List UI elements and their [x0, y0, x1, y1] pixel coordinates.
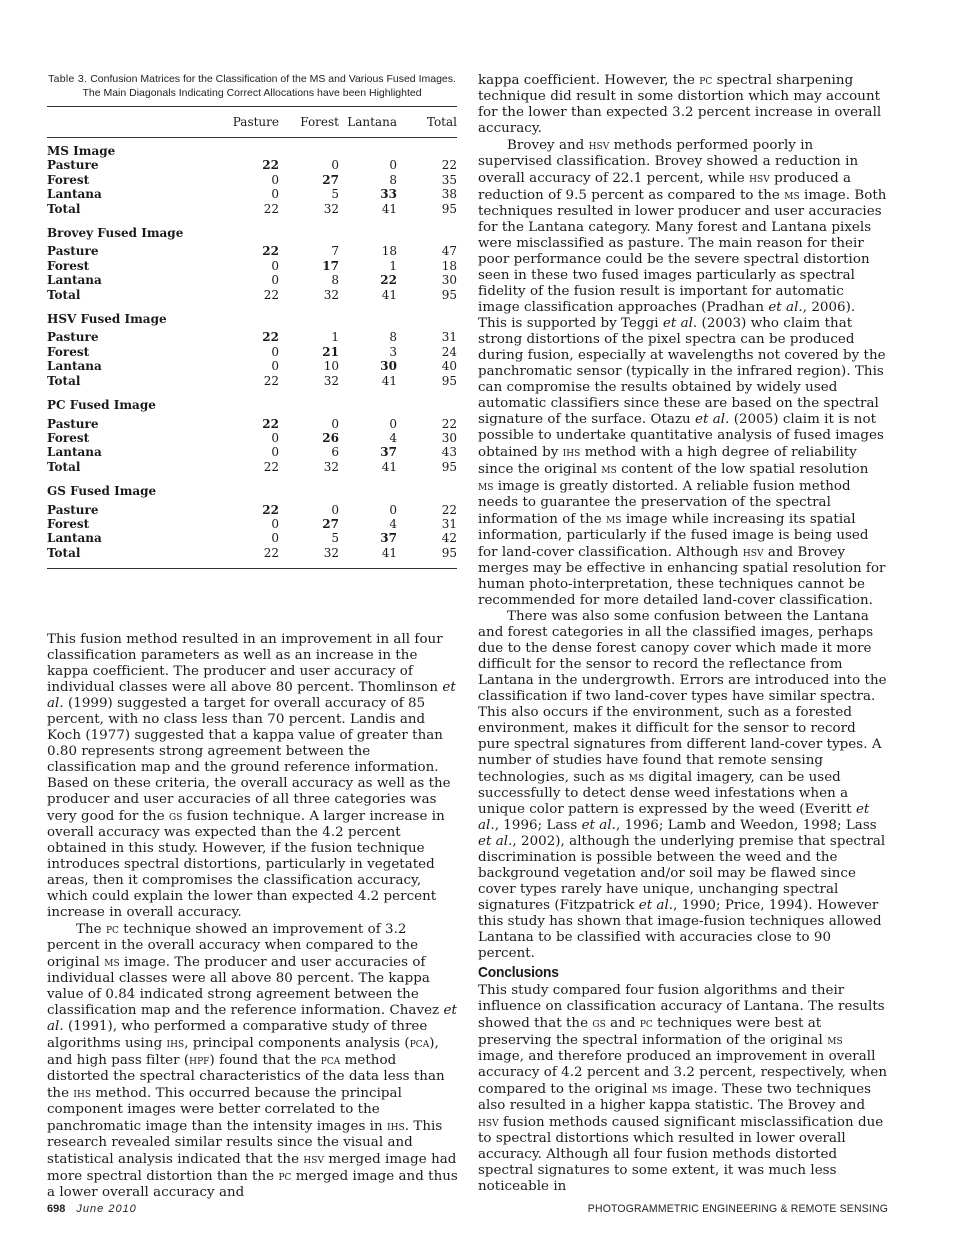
table-cell: 32 [279, 546, 339, 569]
issue-date: June 2010 [76, 1203, 137, 1215]
table-cell: 0 [271, 172, 279, 187]
table-cell: 95 [441, 373, 457, 388]
table-cell: 0 [331, 416, 339, 431]
table-cell: 5 [331, 187, 339, 202]
row-label: Forest [47, 516, 90, 531]
row-label: Pasture [47, 330, 99, 345]
table-header-cell: Pasture [187, 107, 279, 138]
table-cell: 32 [323, 373, 339, 388]
right-column-text [478, 72, 888, 962]
table-cell: 95 [441, 459, 457, 474]
table-cell: 18 [381, 244, 397, 259]
row-label: Pasture [47, 502, 99, 517]
row-label: Total [47, 201, 81, 216]
table-header-cell: Total [397, 107, 457, 138]
row-label: Pasture [47, 158, 99, 173]
table-cell: 8 [331, 273, 339, 288]
table-cell: 7 [331, 244, 339, 259]
table-cell: 22 [263, 201, 279, 216]
table-caption-label: Table 3. [48, 73, 88, 85]
section-title: PC Fused Image [47, 398, 156, 413]
conclusions-heading: Conclusions [478, 964, 559, 981]
table-caption [47, 72, 457, 100]
row-label: Forest [47, 258, 90, 273]
section-title: HSV Fused Image [47, 312, 167, 327]
row-label: Pasture [47, 416, 99, 431]
row-label: Total [47, 459, 81, 474]
table-row [47, 345, 457, 359]
table-cell: 37 [380, 531, 397, 546]
table-caption-text: Confusion Matrices for the Classification of the MS and Various Fused Images. The Main Diagonals Indicating Correct Allocations have been Highlighted [82, 73, 456, 99]
table-cell: 4 [389, 430, 397, 445]
row-label: Total [47, 546, 187, 569]
table-row [47, 445, 457, 459]
section-title: GS Fused Image [47, 484, 157, 499]
row-label: Forest [47, 344, 90, 359]
table-cell: 1 [331, 330, 339, 345]
table-cell: 0 [389, 416, 397, 431]
table-row [47, 417, 457, 431]
table-section-header [47, 138, 457, 159]
table-cell: 17 [322, 258, 339, 273]
table-cell: 30 [441, 430, 457, 445]
section-title: MS Image [47, 144, 116, 158]
table-cell: 5 [331, 531, 339, 546]
table-cell: 22 [262, 158, 279, 173]
paragraph: The pc technique showed an improvement of 3.2 percent in the overall accuracy when compared to the original ms image. The producer and user accuracies of individual classes were all above 80 percent. The kappa value of 0.84 indicated strong agreement between the classification map and the reference information. Chavez et al. (1991), who performed a comparative study of three algorithms using ihs, principal components analysis (pca), and high pass filter (hpf) found that the pca method distorted the spectral characteristics of the data less than the ihs method. This occurred because the principal component images were better correlated to the panchromatic image than the intensity images in ihs. This research revealed similar results since the visual and statistical analysis indicated that the hsv merged image had more spectral distortion than the pc merged image and thus a lower overall accuracy and [47, 921, 458, 1200]
table-cell: 0 [271, 359, 279, 374]
row-label: Pasture [47, 244, 99, 259]
table-row [47, 546, 457, 569]
table-cell: 47 [441, 244, 457, 259]
table-cell: 22 [441, 502, 457, 517]
table-cell: 0 [271, 258, 279, 273]
confusion-matrix-table [47, 106, 457, 569]
table-cell: 30 [380, 359, 397, 374]
table-row [47, 517, 457, 531]
table-cell: 0 [389, 502, 397, 517]
table-row [47, 374, 457, 388]
table-row [47, 259, 457, 273]
table-cell: 95 [441, 287, 457, 302]
table-row [47, 187, 457, 201]
table-cell: 37 [380, 445, 397, 460]
table-cell: 32 [323, 287, 339, 302]
table-cell: 22 [441, 416, 457, 431]
table-cell: 32 [323, 459, 339, 474]
table-row [47, 173, 457, 187]
row-label: Lantana [47, 531, 102, 546]
row-label: Forest [47, 430, 90, 445]
table-section-header [47, 474, 457, 502]
table-cell: 4 [389, 516, 397, 531]
table-cell: 22 [380, 273, 397, 288]
table-cell: 22 [263, 287, 279, 302]
table-cell: 27 [322, 172, 339, 187]
table-cell: 32 [323, 201, 339, 216]
footer-left [47, 1203, 137, 1215]
table-cell: 42 [441, 531, 457, 546]
table-cell: 6 [331, 445, 339, 460]
table-section-header [47, 302, 457, 330]
table-cell: 0 [389, 158, 397, 173]
row-label: Lantana [47, 359, 102, 374]
table-cell: 22 [263, 459, 279, 474]
table-cell: 31 [441, 330, 457, 345]
table-cell: 43 [441, 445, 457, 460]
table-cell: 8 [389, 172, 397, 187]
table-cell: 95 [441, 201, 457, 216]
table-cell: 22 [262, 244, 279, 259]
table-cell: 22 [262, 416, 279, 431]
table-row [47, 244, 457, 258]
table-row [47, 531, 457, 545]
table-section-header [47, 388, 457, 416]
conclusions-text [478, 983, 888, 1195]
table-cell: 38 [441, 187, 457, 202]
table-header-cell: Forest [279, 107, 339, 138]
table-cell: 21 [322, 344, 339, 359]
page-number: 698 [47, 1203, 66, 1215]
table-header-row [47, 107, 457, 138]
table-cell: 24 [441, 344, 457, 359]
table-cell: 0 [271, 516, 279, 531]
table-cell: 0 [331, 502, 339, 517]
table-cell: 27 [322, 516, 339, 531]
table-cell: 0 [271, 430, 279, 445]
table-cell: 22 [187, 546, 279, 569]
table-cell: 95 [397, 546, 457, 569]
table-header-cell [47, 107, 187, 138]
paragraph: Brovey and hsv methods performed poorly in supervised classification. Brovey showed a reduction in overall accuracy of 22.1 percent, while hsv produced a reduction of 9.5 percent as compared to the ms image. Both techniques resulted in lower producer and user accuracies for the Lantana category. Many forest and Lantana pixels were misclassified as pasture. The main reason for their poor performance could be the severe spectral distortion seen in these two fused images particularly as spectral fidelity of the fusion result is important for automatic image classification approaches (Pradhan et al., 2006). This is supported by Teggi et al. (2003) who claim that strong distortions of the pixel spectra can be produced during fusion, especially at wavelengths not covered by the panchromatic sensor (typically in the infrared region). This can compromise the results obtained by widely used automatic classifiers since these are based on the spectral signature of the surface. Otazu et al. (2005) claim it is not possible to undertake quantitative analysis of fused images obtained by ihs method with a high degree of reliability since the original ms content of the low spatial resolution ms image is greatly distorted. A reliable fusion method needs to guarantee the preservation of the spectral information of the ms image while increasing its spatial information, particularly if the fused image is being used for land-cover classification. Although hsv and Brovey merges may be effective in enhancing spatial resolution for human photo-interpretation, these techniques cannot be recommended for more detailed land-cover classification. [478, 137, 887, 608]
table-cell: 22 [441, 158, 457, 173]
table-cell: 1 [389, 258, 397, 273]
table-block [47, 72, 457, 569]
table-body [47, 138, 457, 569]
table-cell: 0 [271, 187, 279, 202]
paragraph: kappa coefficient. However, the pc spectral sharpening technique did result in some distortion which may account for the lower than expected 3.2 percent increase in overall accuracy. [478, 72, 882, 136]
table-cell: 31 [441, 516, 457, 531]
table-cell: 35 [441, 172, 457, 187]
table-header-cell: Lantana [339, 107, 397, 138]
table-cell: 0 [271, 273, 279, 288]
table-row [47, 158, 457, 172]
row-label: Lantana [47, 445, 102, 460]
table-row [47, 273, 457, 287]
table-row [47, 431, 457, 445]
table-cell: 30 [441, 273, 457, 288]
table-cell: 10 [323, 359, 339, 374]
row-label: Total [47, 287, 81, 302]
row-label: Lantana [47, 273, 102, 288]
table-cell: 33 [380, 187, 397, 202]
section-title: Brovey Fused Image [47, 226, 184, 241]
table-cell: 22 [262, 330, 279, 345]
table-section-header [47, 216, 457, 244]
paragraph: This study compared four fusion algorithms and their influence on classification accuracy of Lantana. The results showed that the gs and pc techniques were best at preserving the spectral information of the original ms image, and therefore produced an improvement in overall accuracy of 4.2 percent and 3.2 percent, respectively, when compared to the original ms image. These two techniques also resulted in a higher kappa statistic. The Brovey and hsv fusion methods caused significant misclassification due to spectral distortions which resulted in lower overall accuracy. Although all four fusion methods distorted spectral signatures to some extent, it was much less noticeable in [478, 983, 888, 1194]
table-cell: 8 [389, 330, 397, 345]
table-cell: 26 [322, 430, 339, 445]
table-row [47, 460, 457, 474]
table-cell: 3 [389, 344, 397, 359]
journal-name: PHOTOGRAMMETRIC ENGINEERING & REMOTE SENSING [587, 1203, 888, 1215]
table-cell: 41 [381, 201, 397, 216]
paragraph: This fusion method resulted in an improvement in all four classification parameters as well as an increase in the kappa coefficient. The producer and user accuracy of individual classes were all above 80 percent. Thomlinson et al. (1999) suggested a target for overall accuracy of 85 percent, with no class less than 70 percent. Landis and Koch (1977) suggested that a kappa value of greater than 0.80 represents strong agreement between the classification map and the ground reference information. Based on these criteria, the overall accuracy as well as the producer and user accuracies of all three categories was very good for the gs fusion technique. A larger increase in overall accuracy was expected than the 4.2 percent obtained in this study. However, if the fusion technique introduces spectral distortions, particularly in vegetated areas, then it compromises the classification accuracy, which could explain the lower than expected 4.2 percent increase in overall accuracy. [47, 632, 456, 920]
row-label: Lantana [47, 187, 102, 202]
table-cell: 0 [271, 445, 279, 460]
left-column-text [47, 632, 461, 1201]
table-row [47, 503, 457, 517]
table-cell: 22 [262, 502, 279, 517]
table-cell: 41 [381, 459, 397, 474]
table-row [47, 330, 457, 344]
table-cell: 18 [441, 258, 457, 273]
table-row [47, 202, 457, 216]
paragraph: There was also some confusion between the Lantana and forest categories in all the classified images, perhaps due to the dense forest canopy cover which made it more difficult for the sensor to record the reflectance from Lantana in the undergrowth. Errors are introduced into the classification if two land-cover types have similar spectra. This also occurs if the environment, such as a forested environment, makes it difficult for the sensor to record pure spectral signatures from different land-cover types. A number of studies have found that remote sensing technologies, such as ms digital imagery, can be used successfully to detect dense weed infestations when a unique color pattern is expressed by the weed (Everitt et al., 1996; Lass et al., 1996; Lamb and Weedon, 1998; Lass et al., 2002), although the underlying premise that spectral discrimination is possible between the weed and the background vegetation and/or soil may be flawed since cover types rarely have unique, unchanging spectral signatures (Fitzpatrick et al., 1990; Price, 1994). However this study has shown that image-fusion techniques allowed Lantana to be classified with accuracies close to 90 percent. [478, 609, 887, 961]
table-row [47, 359, 457, 373]
table-cell: 41 [381, 287, 397, 302]
table-cell: 41 [339, 546, 397, 569]
table-cell: 41 [381, 373, 397, 388]
row-label: Total [47, 373, 81, 388]
table-cell: 0 [271, 531, 279, 546]
table-row [47, 288, 457, 302]
table-cell: 0 [271, 344, 279, 359]
table-cell: 0 [331, 158, 339, 173]
table-cell: 40 [441, 359, 457, 374]
row-label: Forest [47, 172, 90, 187]
table-cell: 22 [263, 373, 279, 388]
